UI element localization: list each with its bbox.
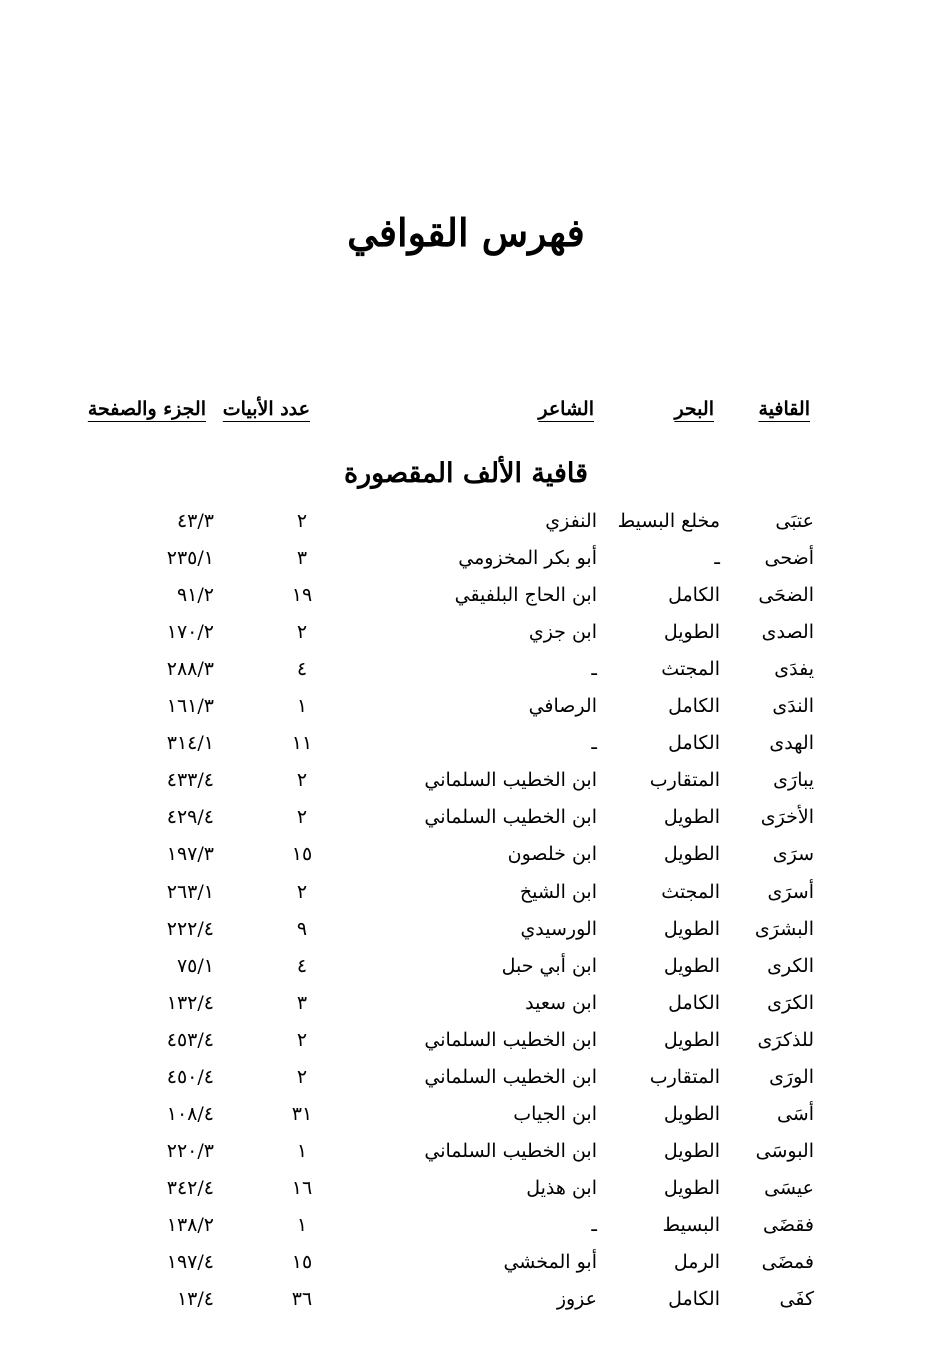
qafiya-cell: الورَى: [769, 1065, 814, 1088]
page-title: فهرس القوافي: [347, 210, 585, 255]
verse-count-cell: ١١: [291, 732, 313, 755]
verse-count-cell: ٣: [296, 547, 308, 570]
volume-page-cell: ٢٢٢/٤: [166, 917, 214, 940]
table-row: [0, 1096, 932, 1133]
meter-cell: المتقارب: [649, 1065, 720, 1088]
verse-count-cell: ٢: [296, 1065, 308, 1088]
poet-cell: عزوز: [556, 1288, 597, 1311]
qafiya-cell: أسَى: [776, 1102, 814, 1125]
verse-count-cell: ٢: [296, 510, 308, 532]
table-row: [0, 614, 932, 651]
qafiya-cell: أسرَى: [767, 880, 814, 903]
table-row: [0, 1207, 932, 1244]
volume-page-cell: ٤٥٠/٤: [166, 1065, 214, 1088]
verse-count-cell: ٣٦: [291, 1288, 313, 1311]
meter-cell: المجتث: [661, 880, 720, 903]
verse-count-cell: ٣١: [291, 1102, 313, 1125]
table-row: [0, 911, 932, 948]
header-qafiya: القافية: [758, 398, 810, 420]
qafiya-cell: الكرَى: [767, 991, 814, 1014]
qafiya-cell: سرَى: [772, 843, 814, 866]
poet-cell: ابن الخطيب السلماني: [424, 806, 597, 829]
poet-cell: النفزي: [545, 510, 597, 532]
meter-cell: الكامل: [668, 1288, 720, 1311]
qafiya-cell: الأخرَى: [760, 806, 814, 829]
table-row: [0, 836, 932, 873]
meter-cell: الكامل: [668, 732, 720, 755]
qafiya-cell: فقضَى: [762, 1213, 814, 1236]
section-title: قافية الألف المقصورة: [343, 458, 589, 489]
volume-page-cell: ٤٥٣/٤: [166, 1028, 214, 1051]
meter-cell: الطويل: [663, 917, 720, 940]
header-ref: الجزء والصفحة: [87, 398, 206, 420]
table-row: [0, 1133, 932, 1170]
volume-page-cell: ١٠٨/٤: [166, 1102, 214, 1125]
poet-cell: ابن الحاج البلفيقي: [454, 584, 597, 607]
table-row: [0, 1281, 932, 1318]
volume-page-cell: ٢٢٠/٣: [166, 1139, 214, 1162]
table-row: [0, 503, 932, 540]
qafiya-cell: الندَى: [772, 695, 814, 718]
meter-cell: الرمل: [673, 1251, 720, 1273]
volume-page-cell: ١٦١/٣: [166, 695, 214, 718]
verse-count-cell: ٢: [296, 769, 308, 792]
table-row: [0, 948, 932, 985]
verse-count-cell: ٤: [296, 658, 308, 681]
volume-page-cell: ١٧٠/٢: [166, 621, 214, 644]
meter-cell: المتقارب: [649, 769, 720, 792]
poet-cell: ابن خلصون: [507, 843, 597, 866]
qafiya-cell: الصدى: [761, 621, 814, 644]
meter-cell: الطويل: [663, 954, 720, 977]
poet-cell: الورسيدي: [520, 917, 597, 940]
meter-cell: الطويل: [663, 1176, 720, 1199]
verse-count-cell: ١٩: [291, 584, 313, 607]
qafiya-cell: البشرَى: [754, 917, 814, 940]
meter-cell: الكامل: [668, 695, 720, 718]
poet-cell: ابن سعيد: [525, 991, 597, 1014]
qafiya-cell: عتبَى: [775, 510, 814, 532]
header-count: عدد الأبيات: [222, 398, 310, 420]
volume-page-cell: ٣٤٢/٤: [166, 1176, 214, 1199]
volume-page-cell: ٩١/٢: [176, 584, 214, 607]
verse-count-cell: ٢: [296, 806, 308, 829]
meter-cell: الكامل: [668, 584, 720, 607]
volume-page-cell: ٤٢٩/٤: [166, 806, 214, 829]
table-row: [0, 874, 932, 911]
qafiya-cell: أضحى: [764, 547, 814, 570]
qafiya-cell: عيسَى: [764, 1176, 814, 1199]
header-bahr: البحر: [674, 398, 714, 420]
volume-page-cell: ٢٣٥/١: [166, 547, 214, 570]
volume-page-cell: ٢٦٣/١: [166, 880, 214, 903]
table-row: [0, 540, 932, 577]
qafiya-cell: الهدى: [769, 732, 814, 755]
qafiya-cell: البوسَى: [755, 1139, 814, 1162]
verse-count-cell: ٣: [296, 991, 308, 1014]
table-row: [0, 577, 932, 614]
table-row: [0, 985, 932, 1022]
poet-cell: ابن هذيل: [526, 1176, 597, 1199]
qafiya-cell: للذكرَى: [757, 1028, 814, 1051]
volume-page-cell: ٢٨٨/٣: [166, 658, 214, 681]
table-row: [0, 1244, 932, 1281]
verse-count-cell: ١٥: [291, 843, 313, 866]
qafiya-cell: الضحَى: [758, 584, 814, 607]
meter-cell: الطويل: [663, 1102, 720, 1125]
poet-cell: ابن الشيخ: [519, 880, 597, 903]
volume-page-cell: ١٣٨/٢: [166, 1213, 214, 1236]
meter-cell: الطويل: [663, 1028, 720, 1051]
qafiya-cell: الكرى: [767, 954, 814, 977]
meter-cell: ـ: [714, 547, 720, 570]
meter-cell: البسيط: [662, 1213, 720, 1236]
poet-cell: ابن جزي: [528, 621, 597, 644]
verse-count-cell: ١: [296, 695, 308, 718]
volume-page-cell: ١٣/٤: [176, 1288, 214, 1311]
meter-cell: مخلع البسيط: [617, 510, 720, 532]
table-row: [0, 1170, 932, 1207]
qafiya-cell: فمضَى: [761, 1251, 814, 1273]
poet-cell: ابن الجياب: [513, 1102, 597, 1125]
poet-cell: ابن الخطيب السلماني: [424, 769, 597, 792]
verse-count-cell: ١٥: [291, 1251, 313, 1273]
qafiya-cell: يبارَى: [773, 769, 814, 792]
poet-cell: أبو المخشي: [503, 1251, 597, 1273]
table-row: [0, 1022, 932, 1059]
verse-count-cell: ٤: [296, 954, 308, 977]
volume-page-cell: ٤٣٣/٤: [166, 769, 214, 792]
volume-page-cell: ٣١٤/١: [166, 732, 214, 755]
verse-count-cell: ٢: [296, 621, 308, 644]
verse-count-cell: ٢: [296, 880, 308, 903]
poet-cell: ابن الخطيب السلماني: [424, 1139, 597, 1162]
verse-count-cell: ٢: [296, 1028, 308, 1051]
volume-page-cell: ٧٥/١: [176, 954, 214, 977]
verse-count-cell: ١: [296, 1139, 308, 1162]
meter-cell: الكامل: [668, 991, 720, 1014]
table-row: [0, 725, 932, 762]
verse-count-cell: ١: [296, 1213, 308, 1236]
qafiya-cell: يفدَى: [774, 658, 814, 681]
meter-cell: المجتث: [661, 658, 720, 681]
table-row: [0, 1059, 932, 1096]
poet-cell: الرصافي: [528, 695, 597, 718]
qafiya-cell: كفَى: [779, 1288, 814, 1311]
meter-cell: الطويل: [663, 843, 720, 866]
poet-cell: ـ: [591, 732, 597, 755]
verse-count-cell: ٩: [296, 917, 308, 940]
table-row: [0, 688, 932, 725]
volume-page-cell: ١٣٢/٤: [166, 991, 214, 1014]
meter-cell: الطويل: [663, 621, 720, 644]
poet-cell: ـ: [591, 658, 597, 681]
volume-page-cell: ١٩٧/٤: [166, 1251, 214, 1273]
poet-cell: ـ: [591, 1213, 597, 1236]
meter-cell: الطويل: [663, 1139, 720, 1162]
table-row: [0, 651, 932, 688]
table-row: [0, 799, 932, 836]
poet-cell: أبو بكر المخزومي: [458, 547, 597, 570]
poet-cell: ابن الخطيب السلماني: [424, 1028, 597, 1051]
meter-cell: الطويل: [663, 806, 720, 829]
volume-page-cell: ٤٣/٣: [176, 510, 214, 532]
header-poet: الشاعر: [538, 398, 594, 420]
volume-page-cell: ١٩٧/٣: [166, 843, 214, 866]
verse-count-cell: ١٦: [291, 1176, 313, 1199]
table-row: [0, 762, 932, 799]
poet-cell: ابن الخطيب السلماني: [424, 1065, 597, 1088]
poet-cell: ابن أبي حبل: [501, 954, 597, 977]
